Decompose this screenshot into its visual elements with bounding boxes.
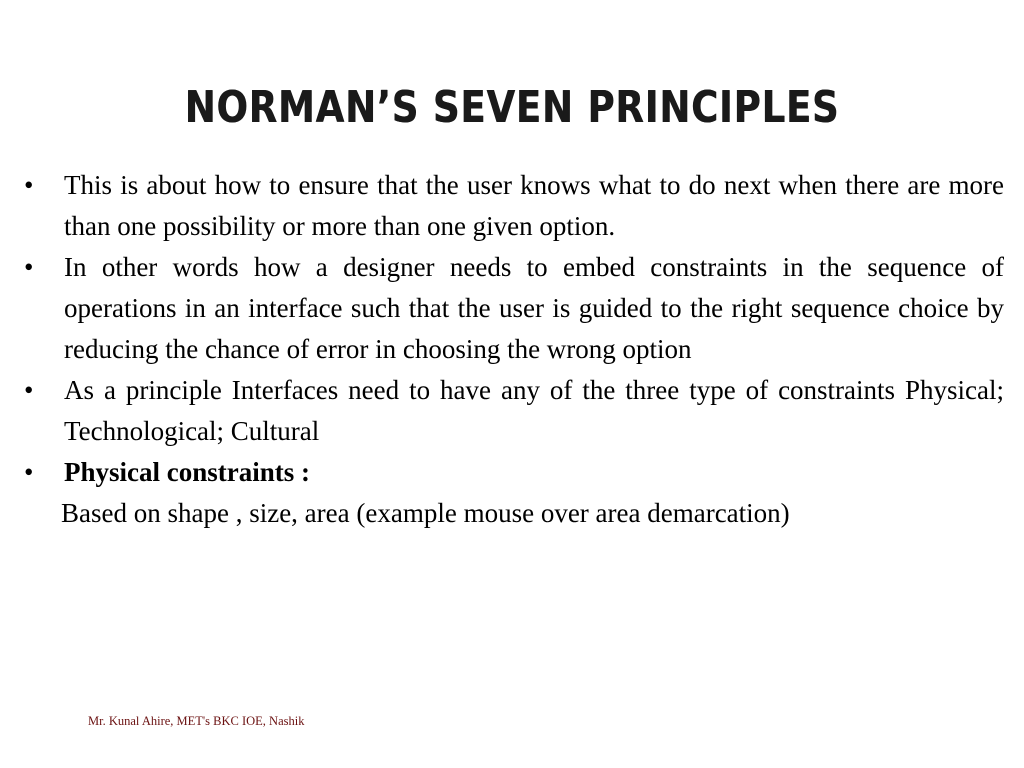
- bullet-item-3: [24, 370, 1004, 452]
- bullet-text: In other words how a designer needs to embed constraints in the sequence of operations in an interface such that the user is guided to the right sequence choice by reducing the chance of error in choosing the wrong option: [64, 252, 1004, 364]
- bullet-item-1: [24, 165, 1004, 247]
- sub-text: Based on shape , size, area (example mouse over area demarcation): [61, 498, 790, 528]
- slide-title: NORMAN’S SEVEN PRINCIPLES: [184, 82, 840, 133]
- footer-credit: Mr. Kunal Ahire, MET's BKC IOE, Nashik: [88, 714, 305, 728]
- bullet-heading: Physical constraints :: [64, 457, 310, 487]
- bullet-icon: •: [24, 170, 34, 200]
- bullet-text: As a principle Interfaces need to have any of the three type of constraints Physical; Technological; Cultural: [64, 375, 1004, 446]
- bullet-icon: •: [24, 252, 34, 282]
- bullet-icon: •: [24, 457, 34, 487]
- bullet-text: This is about how to ensure that the user knows what to do next when there are more than one possibility or more than one given option.: [64, 170, 1004, 241]
- bullet-icon: •: [24, 375, 34, 405]
- slide-body: [24, 165, 1004, 534]
- bullet-item-2: [24, 247, 1004, 370]
- bullet-item-4: [24, 452, 1004, 493]
